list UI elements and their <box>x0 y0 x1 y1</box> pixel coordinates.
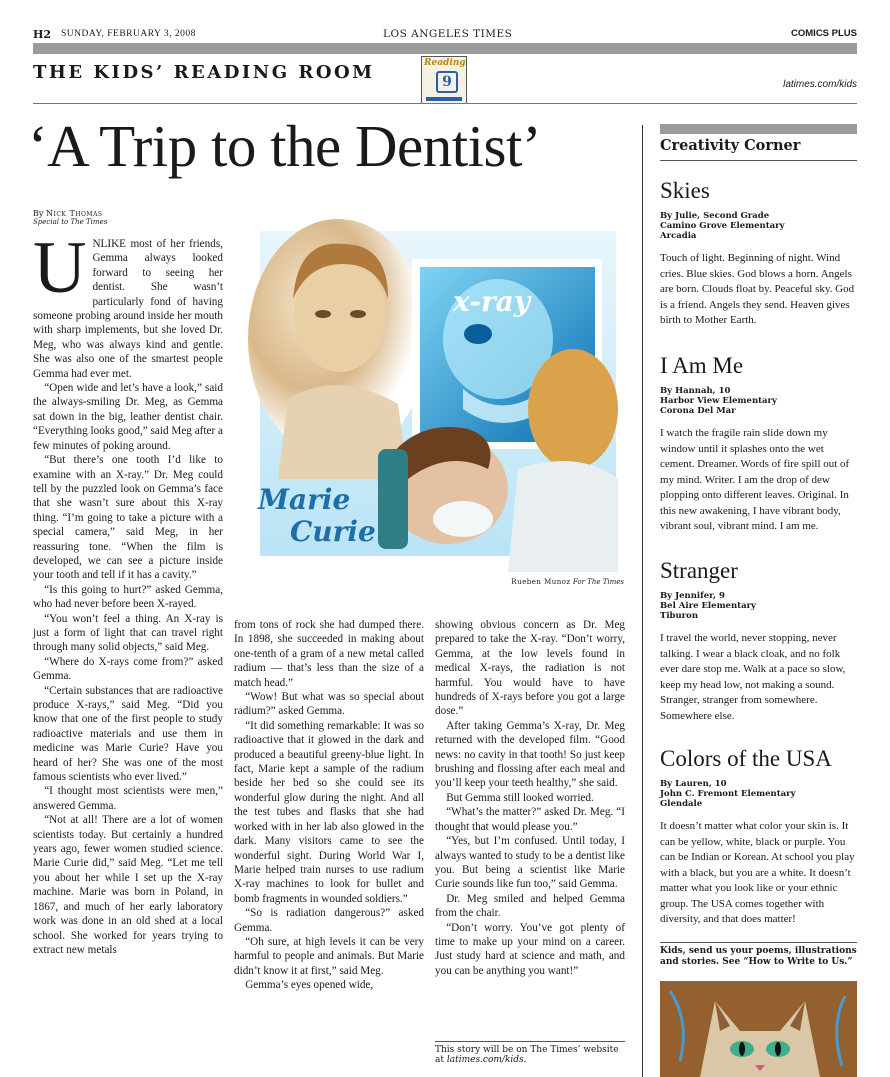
paragraph: “It did something remarkable: It was so radioactive that it glowed in the dark and produced a beautiful greeny-blue light. In fact, Marie kept a sample of the radium beside her bed so she could see its wonderful glow during the night. And all the test tubes and flasks that she had worked with in her lab also glowed in the dark. Many visitors came to see the wonderful sight. During World War I, Marie helped train nurses to use radium X-ray machines to look for bullet and bomb fragments in wounded soldiers.” <box>234 719 424 905</box>
poem-author: By Lauren, 10 John C. Fremont Elementary Glendale <box>660 779 796 809</box>
paragraph: “Where do X-rays come from?” asked Gemma. <box>33 655 223 683</box>
paragraph: “So is radiation dangerous?” asked Gemma. <box>234 907 424 934</box>
paragraph: “Oh sure, at high levels it can be very harmful to people and animals. But Marie didn’t know it at first,” said Meg. <box>234 935 424 977</box>
header-rule <box>33 103 857 104</box>
creativity-corner-sidebar <box>660 124 857 161</box>
website-link[interactable]: latimes.com/kids <box>783 79 857 90</box>
poem-text: Touch of light. Beginning of night. Wind cries. Blue skies. God blows a horn. Angels are born. Clouds float by. Peaceful sky. God is a friend. Angels they send. Heaven gives birth to Mother Earth. <box>660 252 855 326</box>
issue-date: SUNDAY, FEBRUARY 3, 2008 <box>61 29 196 39</box>
dentist-figure <box>528 349 618 469</box>
cat-illustration <box>660 981 857 1077</box>
credit-org: For The Times <box>572 578 624 586</box>
marie-label: Marie <box>258 483 351 516</box>
sidebar-title: Creativity Corner <box>660 137 857 161</box>
top-gray-bar <box>33 43 857 54</box>
sidebar-bar <box>660 124 857 134</box>
story-illustration <box>248 219 630 572</box>
section-name: COMICS PLUS <box>791 28 857 39</box>
paragraph: “Yes, but I’m confused. Until today, I always wanted to study to be a dentist like you. But being a scientist like Marie Curie sounds like fun too,” said Gemma. <box>435 835 625 891</box>
paragraph: “But there’s one tooth I’d like to examine with an X-ray.” Dr. Meg could tell by the puzzled look on Gemma’s face that she wasn’t sure about this X-ray thing. “I’m going to take a picture with a special camera,” said Meg, in her reassuring tone. “When the film is developed, we can see a picture inside your tooth and tell if it has a cavity.” <box>33 454 223 582</box>
illustration-svg <box>248 219 630 572</box>
paragraph: “Not at all! There are a lot of women scientists today. But certainly a hundred years ago, fewer women studied science. Marie Curie did,” said Meg. “Let me tell you about her while I set up the X-ray machine. Marie was born in Poland, in 1867, and much of her early laboratory work was done in an old shed at a local school. She worked for years trying to extract new metals <box>33 814 223 956</box>
lead-paragraph <box>33 227 223 381</box>
story-column-3 <box>435 618 625 978</box>
story-column-1 <box>33 227 223 957</box>
lead-text: most of her friends, Gemma always looked forward to seeing her dentist. She wasn’t particularly fond of having someone probing around inside her mouth with sharp implements, but she loved Dr. Meg, who was always kind and gentle. She was also one of the smartest people Gemma had ever met. <box>33 238 223 380</box>
xray-label: x-ray <box>453 285 530 318</box>
paragraph: After taking Gemma’s X-ray, Dr. Meg returned with the developed film. “Good news: no cavity in that tooth! So just keep brushing and flossing after each meal and you’ll keep your teeth healthy,” she said. <box>435 719 625 790</box>
story-headline: ‘A Trip to the Dentist’ <box>28 113 541 179</box>
poem-stranger <box>660 558 857 724</box>
photo-credit <box>430 578 624 586</box>
poem-author: By Jennifer, 9 Bel Aire Elementary Tiburon <box>660 591 756 621</box>
website-note <box>435 1041 625 1065</box>
paragraph: from tons of rock she had dumped there. In 1898, she succeeded in making about one-tenth of a gram of a new metal called radium — that’s less than the size of a match head.” <box>234 619 424 689</box>
paragraph: Gemma’s eyes opened wide, <box>245 979 374 992</box>
paragraph: “You won’t feel a thing. An X-ray is just a form of light that can travel right through many solid objects,” said Meg. <box>33 612 223 654</box>
logo-number: 9 <box>436 71 458 93</box>
poem-colors-of-the-usa <box>660 746 857 928</box>
reading-by-9-logo <box>421 56 467 104</box>
logo-text: Reading <box>424 58 466 68</box>
paragraph: “Open wide and let’s have a look,” said the always-smiling Dr. Meg, as Gemma sat down in the big, leather dentist chair. “Everything looks good,” said Meg after a few minutes of poking around. <box>33 382 223 452</box>
web-note-link[interactable]: latimes.com/kids. <box>446 1055 527 1065</box>
paragraph: “I thought most scientists were men,” answered Gemma. <box>33 785 223 812</box>
byline-name: Nick Thomas <box>45 209 103 218</box>
page-number: H2 <box>33 28 52 41</box>
poem-text: I watch the fragile rain slide down my window until it splashes onto the wet cement. Dreamer. Words of fire spill out of my mind. Writer. I am the drop of dew plopping onto different leaves. Original. In this new awakening, I have vibrant body, vibrant soul, vibrant mind. I am me. <box>660 427 850 532</box>
byline-prefix: By <box>33 209 44 218</box>
paragraph: “Wow! But what was so special about radium?” asked Gemma. <box>234 691 424 718</box>
paragraph: “Certain substances that are radioactive produce X-rays,” said Meg. “Did you know that one of the first people to study radioactive materials and use them in medicine was Marie Curie? Have you heard of her? She was one of the most famous scientists who ever lived.” <box>33 684 223 784</box>
lead-words: NLIKE <box>92 238 127 250</box>
paragraph: “Don’t worry. You’ve got plenty of time to make up your mind on a career. Just study hard at science and math, and you can be anything you want!” <box>435 921 625 977</box>
column-divider <box>642 125 643 1077</box>
poem-skies <box>660 178 857 329</box>
byline <box>33 209 107 226</box>
newspaper-name: LOS ANGELES TIMES <box>383 28 513 40</box>
poem-title: Stranger <box>660 558 738 583</box>
story-column-2 <box>234 618 424 993</box>
drop-cap: U <box>33 227 87 309</box>
credit-name: Rueben Munoz <box>511 578 571 586</box>
paragraph: But Gemma still looked worried. <box>446 791 594 804</box>
cat-art-svg <box>660 981 857 1077</box>
submission-callout: Kids, send us your poems, illustrations and stories. See “How to Write to Us.” <box>660 942 857 968</box>
poem-i-am-me <box>660 353 857 535</box>
section-title: THE KIDS’ READING ROOM <box>33 62 375 83</box>
web-note-text: This story will be on The Times’ website at <box>435 1045 619 1065</box>
logo-bar <box>426 97 462 101</box>
poem-title: I Am Me <box>660 353 744 378</box>
paragraph: “What’s the matter?” asked Dr. Meg. “I thought that would please you.” <box>435 806 625 833</box>
paragraph: “Is this going to hurt?” asked Gemma, who had never before been X-rayed. <box>33 583 223 611</box>
curie-label: Curie <box>290 515 376 548</box>
poem-author: By Hannah, 10 Harbor View Elementary Corona Del Mar <box>660 386 777 416</box>
paragraph: Dr. Meg smiled and helped Gemma from the chair. <box>435 892 625 920</box>
poem-author: By Julie, Second Grade Camino Grove Elementary Arcadia <box>660 211 785 241</box>
poem-title: Skies <box>660 178 710 203</box>
folio-line <box>33 28 857 42</box>
byline-role: Special to The Times <box>33 218 108 226</box>
poem-text: I travel the world, never stopping, never talking. I wear a black cloak, and no folk ever dare stop me. Walk at a pace so slow, keep my head low, not making a sound. Stranger, stranger from somewhere. Somewhere else. <box>660 632 846 722</box>
poem-text: It doesn’t matter what color your skin is. It can be yellow, white, black or purple. You can be Indian or Korean. At school you play with a black, but you are a white. It doesn’t matter what you look like or your ethnic group. The USA comes together with diversity, and that does matter! <box>660 820 855 925</box>
poem-title: Colors of the USA <box>660 746 832 771</box>
paragraph: showing obvious concern as Dr. Meg prepared to take the X-ray. “Don’t worry, Gemma, at the low levels found in medical X-rays, the radiation is not harmful. You would have to have hundreds of X-rays before you got a large dose.” <box>435 619 625 718</box>
